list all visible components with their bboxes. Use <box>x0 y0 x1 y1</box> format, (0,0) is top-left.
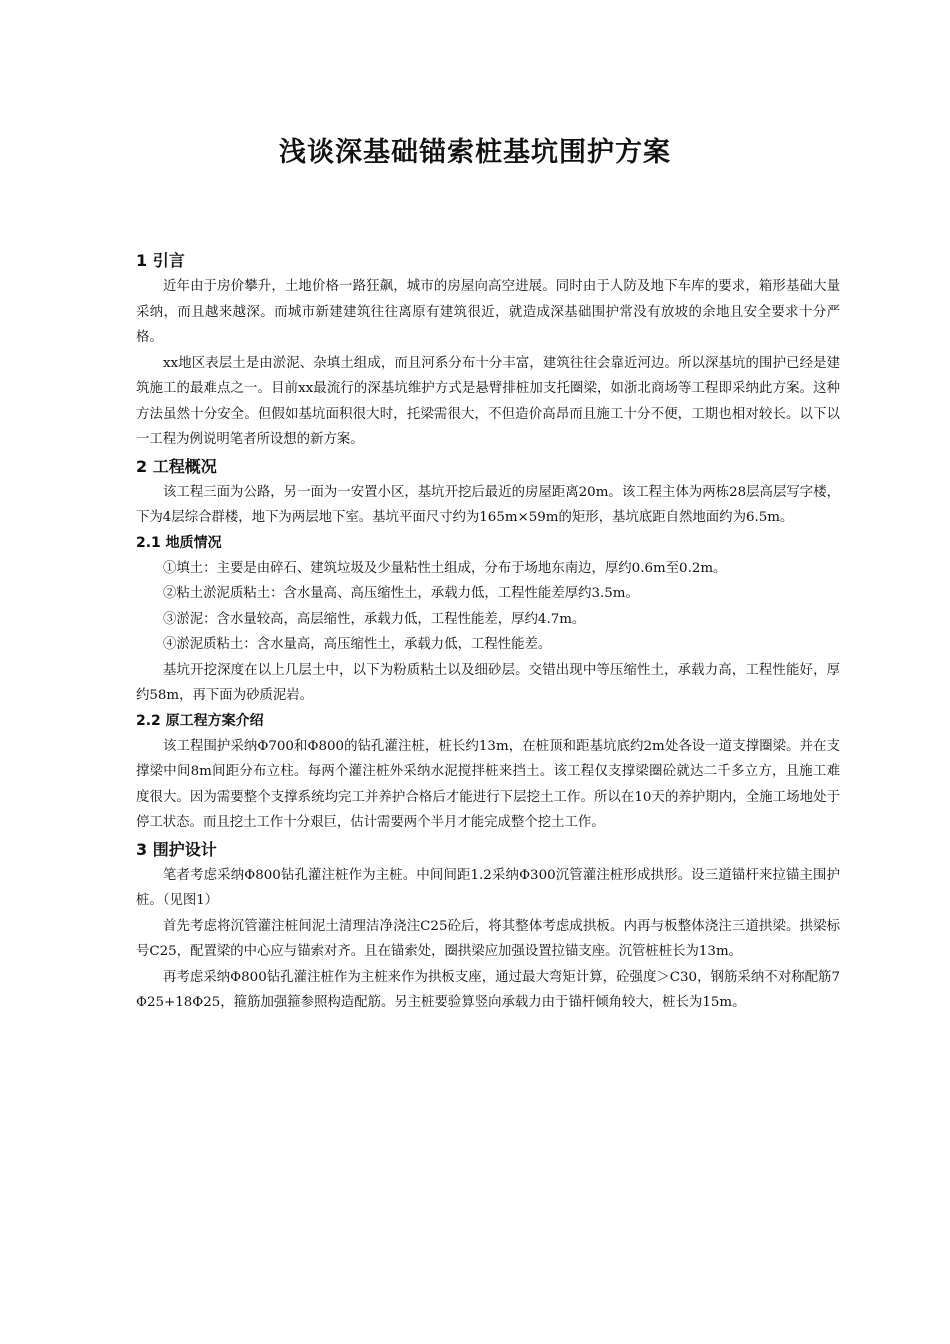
paragraph: 近年由于房价攀升，土地价格一路狂飙，城市的房屋向高空进展。同时由于人防及地下车库的要求，箱形基础大量采纳，而且越来越深。而城市新建建筑往往离原有建筑很近，就造成深基础围护常没有放坡的余地且安全要求十分严格。 <box>136 279 840 345</box>
paragraph: 首先考虑将沉管灌注桩间泥土清理洁净浇注C25砼后，将其整体考虑成拱板。内再与板整体浇注三道拱梁。拱梁标号C25，配置梁的中心应与锚索对齐。且在锚索处，圈拱梁应加强设置拉锚支座。沉管桩桩长为13m。 <box>136 918 840 959</box>
paragraph: 该工程围护采纳Φ700和Φ800的钻孔灌注桩，桩长约13m，在桩顶和距基坑底约2m处各设一道支撑圈梁。并在支撑梁中间8m间距分布立柱。每两个灌注桩外采纳水泥搅拌桩来挡土。该工程仅支撑梁圈砼就达二千多立方，且施工难度很大。因为需要整个支撑系统均完工并养护合格后才能进行下层挖土工作。所以在10天的养护期内，全施工场地处于停工状态。而且挖土工作十分艰巨，估计需要两个半月才能完成整个挖土工作。 <box>136 738 840 830</box>
paragraph: 笔者考虑采纳Φ800钻孔灌注桩作为主桩。中间间距1.2采纳Φ300沉管灌注桩形成拱形。设三道锚杆来拉锚主围护桩。（见图1） <box>136 867 840 908</box>
section-retaining-design <box>136 836 840 1016</box>
paragraph: 该工程三面为公路，另一面为一安置小区，基坑开挖后最近的房屋距离20m。该工程主体为两栋28层高层写字楼，下为4层综合群楼，地下为两层地下室。基坑平面尺寸约为165m×59m的矩形，基坑底距自然地面约为6.5m。 <box>136 484 840 525</box>
subsection-heading: 2.2 原工程方案介绍 <box>136 712 264 729</box>
section-introduction <box>136 247 840 453</box>
subsection-heading: 2.1 地质情况 <box>136 534 222 551</box>
paragraph: 基坑开挖深度在以上几层土中，以下为粉质粘土以及细砂层。交错出现中等压缩性土，承载力高，工程性能好，厚约58m，再下面为砂质泥岩。 <box>136 662 840 703</box>
paragraph: ③淤泥：含水量较高，高层缩性，承载力低，工程性能差，厚约4.7m。 <box>163 611 586 627</box>
paragraph: xx地区表层土是由淤泥、杂填土组成，而且河系分布十分丰富，建筑往往会靠近河边。所以深基坑的围护已经是建筑施工的最难点之一。目前xx最流行的深基坑维护方式是悬臂排桩加支托圈梁，如浙北商场等工程即采纳此方案。这种方法虽然十分安全。但假如基坑面积很大时，托梁需很大，不但造价高昂而且施工十分不便，工期也相对较长。以下以一工程为例说明笔者所设想的新方案。 <box>136 355 840 447</box>
section-project-overview <box>136 453 840 531</box>
section-heading: 1 引言 <box>136 251 185 270</box>
paragraph: ②粘土淤泥质粘土：含水量高、高压缩性土，承载力低，工程性能差厚约3.5m。 <box>163 586 639 601</box>
document-body <box>136 247 840 1016</box>
section-geology <box>136 531 840 709</box>
paragraph: ④淤泥质粘土：含水量高，高压缩性土，承载力低，工程性能差。 <box>163 637 552 652</box>
paragraph: ①填土：主要是由碎石、建筑垃圾及少量粘性土组成，分布于场地东南边，厚约0.6m至0.2m。 <box>163 560 727 576</box>
section-heading: 2 工程概况 <box>136 456 217 476</box>
paragraph: 再考虑采纳Φ800钻孔灌注桩作为主桩来作为拱板支座，通过最大弯矩计算，砼强度＞C30，钢筋采纳不对称配筋7Φ25+18Φ25，箍筋加强箍参照构造配筋。另主桩要验算竖向承载力由于锚杆倾角较大，桩长为15m。 <box>136 969 840 1010</box>
document-title: 浅谈深基础锚索桩基坑围护方案 <box>279 137 671 168</box>
section-heading: 3 围护设计 <box>136 839 217 859</box>
section-original-scheme <box>136 709 840 836</box>
